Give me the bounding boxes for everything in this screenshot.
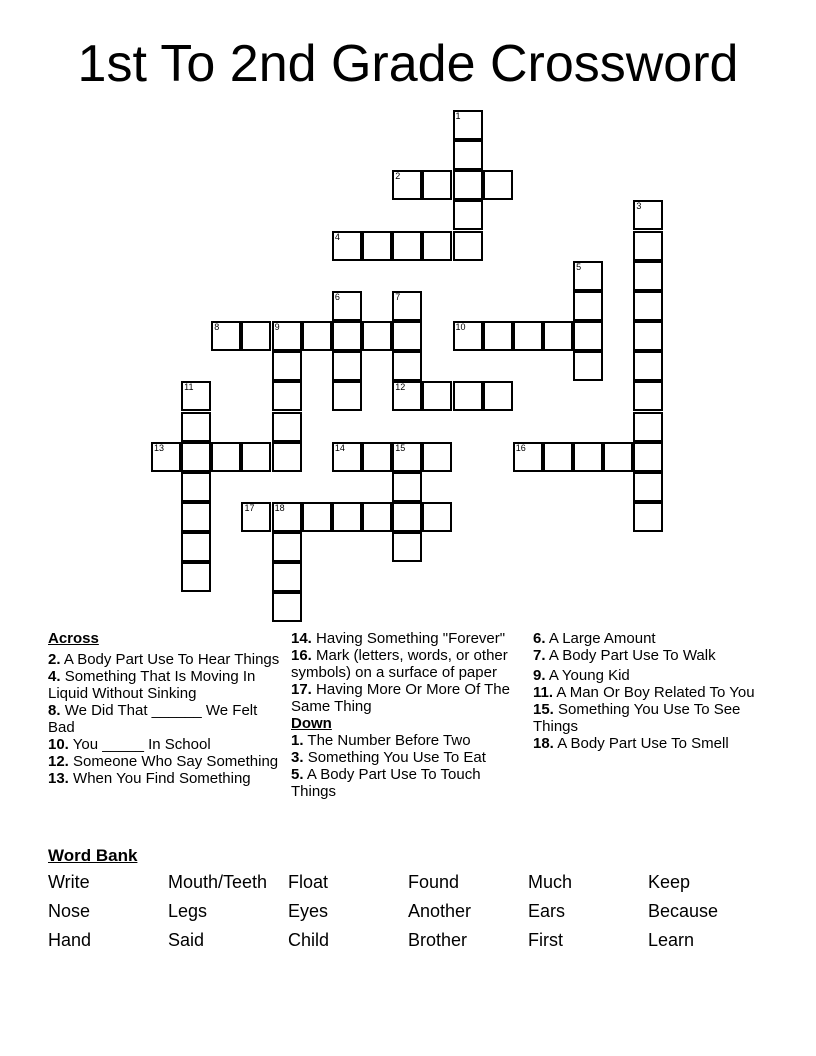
grid-cell[interactable] [272, 321, 302, 351]
clue-number: 2 [395, 171, 401, 182]
word-bank-word: Brother [408, 930, 468, 950]
word-bank-word: Eyes [288, 901, 329, 921]
grid-cell[interactable] [392, 532, 422, 562]
clue-item-text: The Number Before Two [307, 732, 471, 749]
clue-item-number: 10. [48, 736, 69, 753]
grid-cell[interactable] [332, 502, 362, 532]
grid-cell[interactable] [453, 321, 483, 351]
word-bank-word: Another [408, 901, 472, 921]
clue-number: 12 [395, 382, 406, 393]
grid-cell[interactable] [302, 502, 332, 532]
clue-item-number: 18. [533, 735, 554, 752]
clue-number: 15 [395, 442, 406, 453]
grid-cell[interactable] [633, 381, 663, 411]
grid-cell[interactable] [483, 321, 513, 351]
clue-item-number: 2. [48, 651, 61, 668]
grid-cell[interactable] [453, 110, 483, 140]
grid-cell[interactable] [513, 321, 543, 351]
word-bank-word: Because [648, 901, 719, 921]
grid-cell[interactable] [573, 261, 603, 291]
grid-cell[interactable] [422, 170, 452, 200]
across-clue-list-continued [291, 630, 523, 715]
clue-number: 8 [214, 322, 220, 333]
grid-cell[interactable] [181, 532, 211, 562]
clue-item [533, 667, 765, 684]
grid-cell[interactable] [543, 321, 573, 351]
grid-cell[interactable] [573, 442, 603, 472]
grid-cell[interactable] [633, 261, 663, 291]
clue-number: 5 [576, 261, 582, 272]
grid-cell[interactable] [392, 231, 422, 261]
grid-cell[interactable] [211, 442, 241, 472]
grid-cell[interactable] [453, 381, 483, 411]
clue-number: 14 [334, 442, 345, 453]
grid-cell[interactable] [272, 562, 302, 592]
word-bank-word: Legs [168, 901, 208, 921]
clue-item [48, 770, 280, 787]
grid-cell[interactable] [332, 442, 362, 472]
down-clue-list-continued [533, 630, 765, 752]
grid-cell[interactable] [453, 200, 483, 230]
clue-item [533, 630, 765, 647]
clue-item-text: Mark (letters, words, or other symbols) on a surface of paper [291, 647, 508, 681]
grid-cell[interactable] [392, 291, 422, 321]
clue-item-text: Someone Who Say Something [73, 753, 279, 770]
clue-item [291, 681, 523, 715]
grid-cell[interactable] [392, 502, 422, 532]
grid-cell[interactable] [633, 231, 663, 261]
grid-cell[interactable] [272, 442, 302, 472]
grid-cell[interactable] [422, 442, 452, 472]
clue-item-number: 12. [48, 753, 69, 770]
clue-item-number: 6. [533, 630, 546, 647]
clue-item-text: A Large Amount [548, 630, 656, 647]
clue-item [533, 701, 765, 735]
clue-item-number: 8. [48, 702, 61, 719]
grid-cell[interactable] [241, 442, 271, 472]
grid-cell[interactable] [392, 170, 422, 200]
grid-cell[interactable] [483, 381, 513, 411]
grid-cell[interactable] [633, 321, 663, 351]
clue-item-text: A Young Kid [548, 667, 630, 684]
grid-cell[interactable] [181, 472, 211, 502]
word-bank [48, 872, 768, 950]
clue-item [291, 647, 523, 681]
word-bank-word: Keep [648, 872, 691, 892]
grid-cell[interactable] [633, 502, 663, 532]
clue-item-text: Having More Or More Of The Same Thing [291, 681, 510, 715]
grid-cell[interactable] [633, 351, 663, 381]
grid-cell[interactable] [181, 502, 211, 532]
grid-cell[interactable] [272, 532, 302, 562]
clue-number: 11 [184, 382, 194, 393]
clue-item-text: A Body Part Use To Touch Things [291, 766, 481, 800]
clues-column-1 [48, 630, 280, 787]
grid-cell[interactable] [241, 502, 271, 532]
word-bank-word: Mouth/Teeth [168, 872, 268, 892]
grid-cell[interactable] [332, 381, 362, 411]
grid-cell[interactable] [151, 442, 181, 472]
grid-cell[interactable] [332, 351, 362, 381]
grid-cell[interactable] [633, 442, 663, 472]
grid-cell[interactable] [181, 381, 211, 411]
grid-cell[interactable] [392, 321, 422, 351]
clue-item [291, 732, 523, 749]
word-bank-word: Hand [48, 930, 92, 950]
word-bank-word: Ears [528, 901, 566, 921]
clue-item [48, 702, 280, 736]
clue-item-text: Having Something "Forever" [316, 630, 506, 647]
grid-cell[interactable] [483, 170, 513, 200]
clue-number: 6 [334, 291, 340, 302]
grid-cell[interactable] [362, 321, 392, 351]
grid-cell[interactable] [211, 321, 241, 351]
clue-item-number: 3. [291, 749, 304, 766]
clue-number: 18 [274, 502, 285, 513]
grid-cell[interactable] [181, 412, 211, 442]
clue-item [291, 766, 523, 800]
word-bank-word: Learn [648, 930, 695, 950]
clue-item-text: A Body Part Use To Hear Things [63, 651, 280, 668]
word-bank-word: Float [288, 872, 329, 892]
clues-column-2 [291, 630, 523, 800]
clue-item-text: A Man Or Boy Related To You [556, 684, 755, 701]
grid-cell[interactable] [603, 442, 633, 472]
clue-item [48, 668, 280, 702]
grid-cell[interactable] [633, 412, 663, 442]
grid-cell[interactable] [241, 321, 271, 351]
grid-cell[interactable] [272, 502, 302, 532]
grid-cell[interactable] [181, 562, 211, 592]
clue-number: 4 [334, 231, 340, 242]
word-bank-title: Word Bank [48, 846, 138, 865]
grid-cell[interactable] [633, 291, 663, 321]
clue-number: 16 [515, 442, 526, 453]
clue-number: 17 [244, 502, 255, 513]
clue-item [48, 753, 280, 770]
clue-item [533, 684, 765, 701]
grid-cell[interactable] [272, 351, 302, 381]
clue-item [291, 630, 523, 647]
clue-item-number: 17. [291, 681, 312, 698]
grid-cell[interactable] [332, 291, 362, 321]
clue-item-number: 13. [48, 770, 69, 787]
word-bank-word: Much [528, 872, 573, 892]
grid-cell[interactable] [573, 291, 603, 321]
clue-item-number: 4. [48, 668, 61, 685]
clue-item [533, 735, 765, 752]
grid-cell[interactable] [302, 321, 332, 351]
grid-cell[interactable] [422, 381, 452, 411]
grid-cell[interactable] [453, 170, 483, 200]
clue-item-number: 1. [291, 732, 304, 749]
word-bank-word: Said [168, 930, 205, 950]
grid-cell[interactable] [272, 592, 302, 622]
clue-item-number: 11. [533, 684, 554, 701]
page-title: 1st To 2nd Grade Crossword [77, 35, 739, 93]
clue-item-text: A Body Part Use To Smell [557, 735, 729, 752]
word-bank-word: First [528, 930, 563, 950]
grid-cell[interactable] [422, 502, 452, 532]
clue-item-number: 15. [533, 701, 554, 718]
grid-cell[interactable] [362, 442, 392, 472]
clue-number: 7 [395, 291, 401, 302]
across-heading: Across [48, 630, 99, 647]
clue-item [48, 736, 280, 753]
grid-cell[interactable] [362, 502, 392, 532]
grid-cell[interactable] [573, 351, 603, 381]
clues-column-3 [533, 630, 765, 752]
clue-item-number: 5. [291, 766, 304, 783]
clue-item-text: When You Find Something [73, 770, 251, 787]
grid-cell[interactable] [633, 200, 663, 230]
clue-item-text: Something That Is Moving In Liquid Without Sinking [48, 668, 256, 702]
down-heading: Down [291, 715, 332, 732]
clue-number: 10 [455, 322, 466, 333]
clue-item-number: 7. [533, 647, 546, 664]
clue-item-text: A Body Part Use To Walk [548, 647, 716, 664]
word-bank-word: Write [48, 872, 90, 892]
grid-cell[interactable] [272, 412, 302, 442]
clue-number: 1 [455, 111, 461, 121]
clue-number: 9 [274, 322, 280, 333]
grid-cell[interactable] [392, 351, 422, 381]
grid-cell[interactable] [513, 442, 543, 472]
grid-cell[interactable] [392, 442, 422, 472]
grid-cell[interactable] [453, 231, 483, 261]
clue-item-text: Something You Use To Eat [307, 749, 486, 766]
across-clue-list [48, 651, 280, 787]
grid-cell[interactable] [453, 140, 483, 170]
grid-cell[interactable] [633, 472, 663, 502]
grid-cell[interactable] [332, 321, 362, 351]
word-bank-word: Nose [48, 901, 91, 921]
word-bank-word: Found [408, 872, 460, 892]
clue-item [291, 749, 523, 766]
grid-cell[interactable] [272, 381, 302, 411]
clue-item [48, 651, 280, 668]
down-clue-list [291, 732, 523, 800]
clue-item-number: 9. [533, 667, 546, 684]
grid-cell[interactable] [392, 381, 422, 411]
clue-number: 3 [636, 201, 642, 212]
grid-cell[interactable] [392, 472, 422, 502]
grid-cell[interactable] [422, 231, 452, 261]
clue-item-number: 16. [291, 647, 312, 664]
grid-cell[interactable] [362, 231, 392, 261]
grid-cell[interactable] [181, 442, 211, 472]
word-bank-word: Child [288, 930, 330, 950]
grid-cell[interactable] [573, 321, 603, 351]
clue-number: 13 [154, 442, 165, 453]
clue-item-text: We Did That ______ We Felt Bad [48, 702, 258, 736]
clue-item-text: You _____ In School [72, 736, 211, 753]
grid-cell[interactable] [332, 231, 362, 261]
grid-cell[interactable] [543, 442, 573, 472]
clue-item [533, 647, 765, 664]
clue-item-text: Something You Use To See Things [533, 701, 741, 735]
clue-item-number: 14. [291, 630, 312, 647]
